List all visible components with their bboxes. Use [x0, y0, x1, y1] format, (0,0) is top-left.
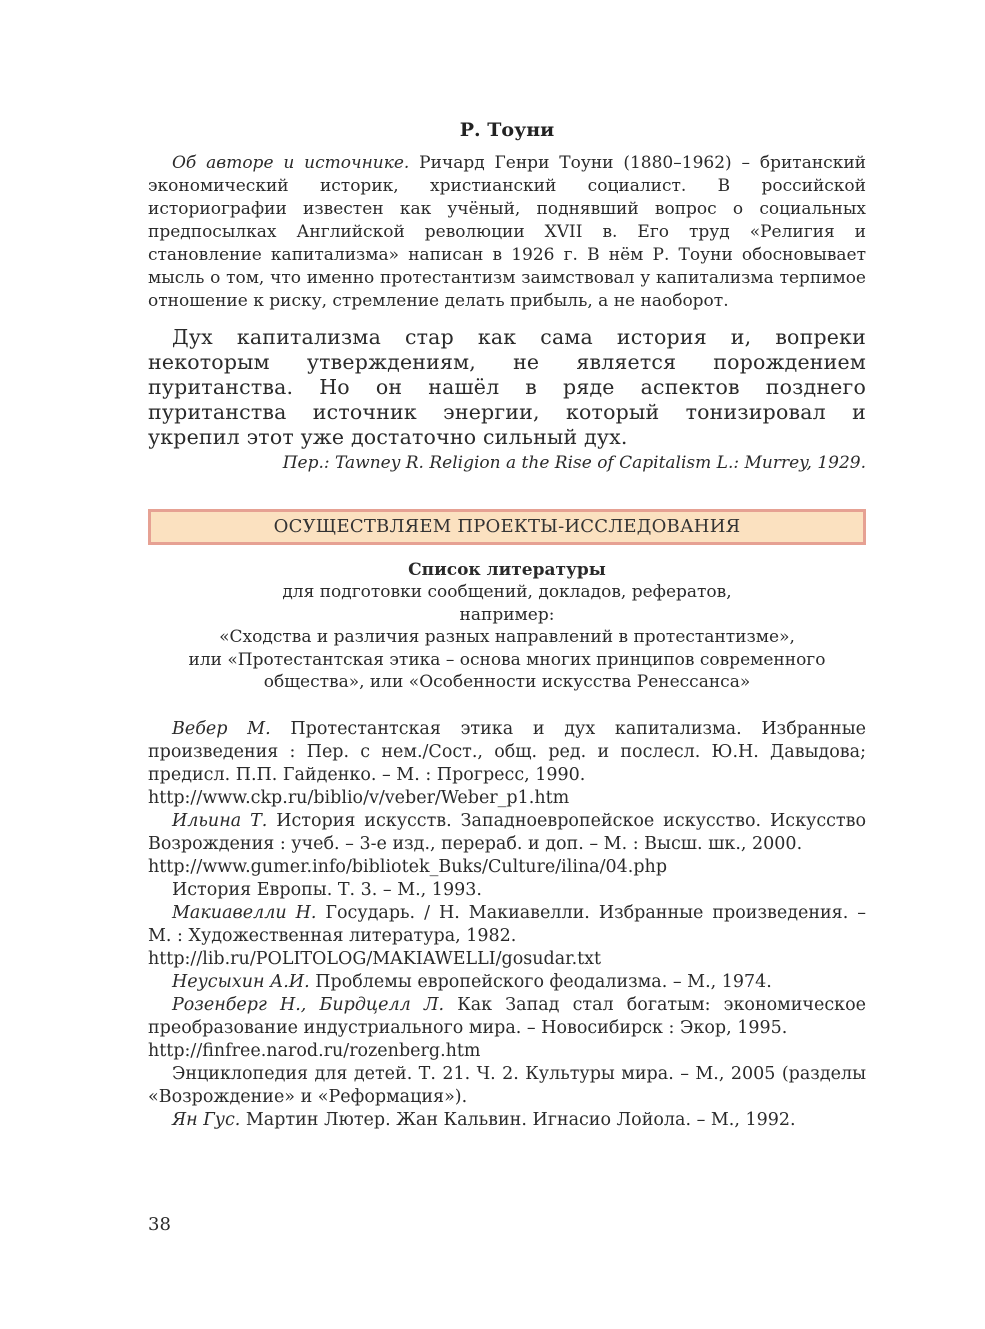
reference-text: Мартин Лютер. Жан Кальвин. Игнасио Лойола. – М., 1992. — [240, 1110, 796, 1130]
about-lead: Об авторе и источнике. — [172, 153, 410, 173]
reference-url[interactable]: http://www.ckp.ru/biblio/v/veber/Weber_p1.htm — [148, 788, 570, 808]
reference-text: Как Запад стал богатым: экономическое преобразование индустриального мира. – Новосибирск : Экор, 1995. — [148, 995, 866, 1038]
reference-author: Неусыхин А.И. — [172, 972, 310, 992]
reference-item — [148, 1109, 866, 1132]
reference-text: История Европы. Т. 3. – М., 1993. — [172, 880, 482, 900]
reference-text: Проблемы европейского феодализма. – М., 1974. — [309, 972, 772, 992]
projects-banner: ОСУЩЕСТВЛЯЕМ ПРОЕКТЫ-ИССЛЕДОВАНИЯ — [148, 509, 866, 545]
about-paragraph — [148, 152, 866, 313]
list-sub-line: например: — [459, 604, 555, 625]
list-sub-line: для подготовки сообщений, докладов, рефератов, — [282, 582, 732, 602]
page-number: 38 — [148, 1214, 171, 1235]
quote-source: Пер.: Tawney R. Religion a the Rise of Capitalism L.: Murrey, 1929. — [282, 453, 866, 473]
quote-paragraph — [148, 325, 866, 450]
reference-text: Протестантская этика и дух капитализма. Избранные произведения : Пер. с нем./Сост., общ. ред. и послесл. Ю.Н. Давыдова; предисл. П.П. Гайденко. – М. : Прогресс, 1990. — [148, 719, 866, 785]
reference-item — [148, 971, 866, 994]
reference-url[interactable]: http://www.gumer.info/bibliotek_Buks/Culture/ilina/04.php — [148, 857, 668, 877]
reference-item — [148, 810, 866, 879]
reference-text: Государь. / Н. Макиавелли. Избранные произведения. – М. : Художественная литература, 1982. — [148, 903, 866, 946]
reference-item — [148, 879, 866, 902]
reference-item — [148, 994, 866, 1063]
reference-list — [148, 718, 866, 1132]
list-subtitle — [148, 581, 866, 694]
reference-text: История искусств. Западноевропейское искусство. Искусство Возрождения : учеб. – 3-е изд., перераб. и доп. – М. : Высш. шк., 2000. — [148, 811, 866, 854]
reference-author: Ильина Т. — [172, 811, 268, 831]
list-sub-line: или «Протестантская этика – основа многих принципов современного — [188, 649, 826, 670]
reference-item — [148, 1063, 866, 1109]
author-heading: Р. Тоуни — [459, 119, 555, 141]
reference-item — [148, 718, 866, 810]
reference-item — [148, 902, 866, 971]
list-title: Список литературы — [408, 560, 606, 580]
about-text: Ричард Генри Тоуни (1880–1962) – британский экономический историк, христианский социалист. В российской историографии известен как учёный, поднявший вопрос о социальных предпосылках Английской революции XVII в. Его труд «Религия и становление капитализма» написан в 1926 г. В нём Р. Тоуни обосновывает мысль о том, что именно протестантизм заимствовал у капитализма терпимое отношение к риску, стремление делать прибыль, а не наоборот. — [148, 153, 866, 311]
quote-text: Дух капитализма стар как сама история и, вопреки некоторым утверждениям, не является порождением пуританства. Но он нашёл в ряде аспектов позднего пуританства источник энергии, который тонизировал и укрепил этот уже достаточно сильный дух. — [148, 325, 866, 449]
reference-text: Энциклопедия для детей. Т. 21. Ч. 2. Культуры мира. – М., 2005 (разделы «Возрождение» и «Реформация»). — [148, 1064, 866, 1107]
reference-author: Вебер М. — [172, 719, 271, 739]
list-sub-line: общества», или «Особенности искусства Ренессанса» — [263, 672, 751, 692]
reference-author: Розенберг Н., Бирдцелл Л. — [172, 995, 445, 1015]
reference-url[interactable]: http://lib.ru/POLITOLOG/MAKIAWELLI/gosudar.txt — [148, 949, 602, 969]
list-sub-line: «Сходства и различия разных направлений в протестантизме», — [219, 627, 795, 647]
reference-author: Макиавелли Н. — [172, 903, 317, 923]
reference-url[interactable]: http://finfree.narod.ru/rozenberg.htm — [148, 1041, 481, 1061]
reference-author: Ян Гус. — [172, 1110, 241, 1130]
